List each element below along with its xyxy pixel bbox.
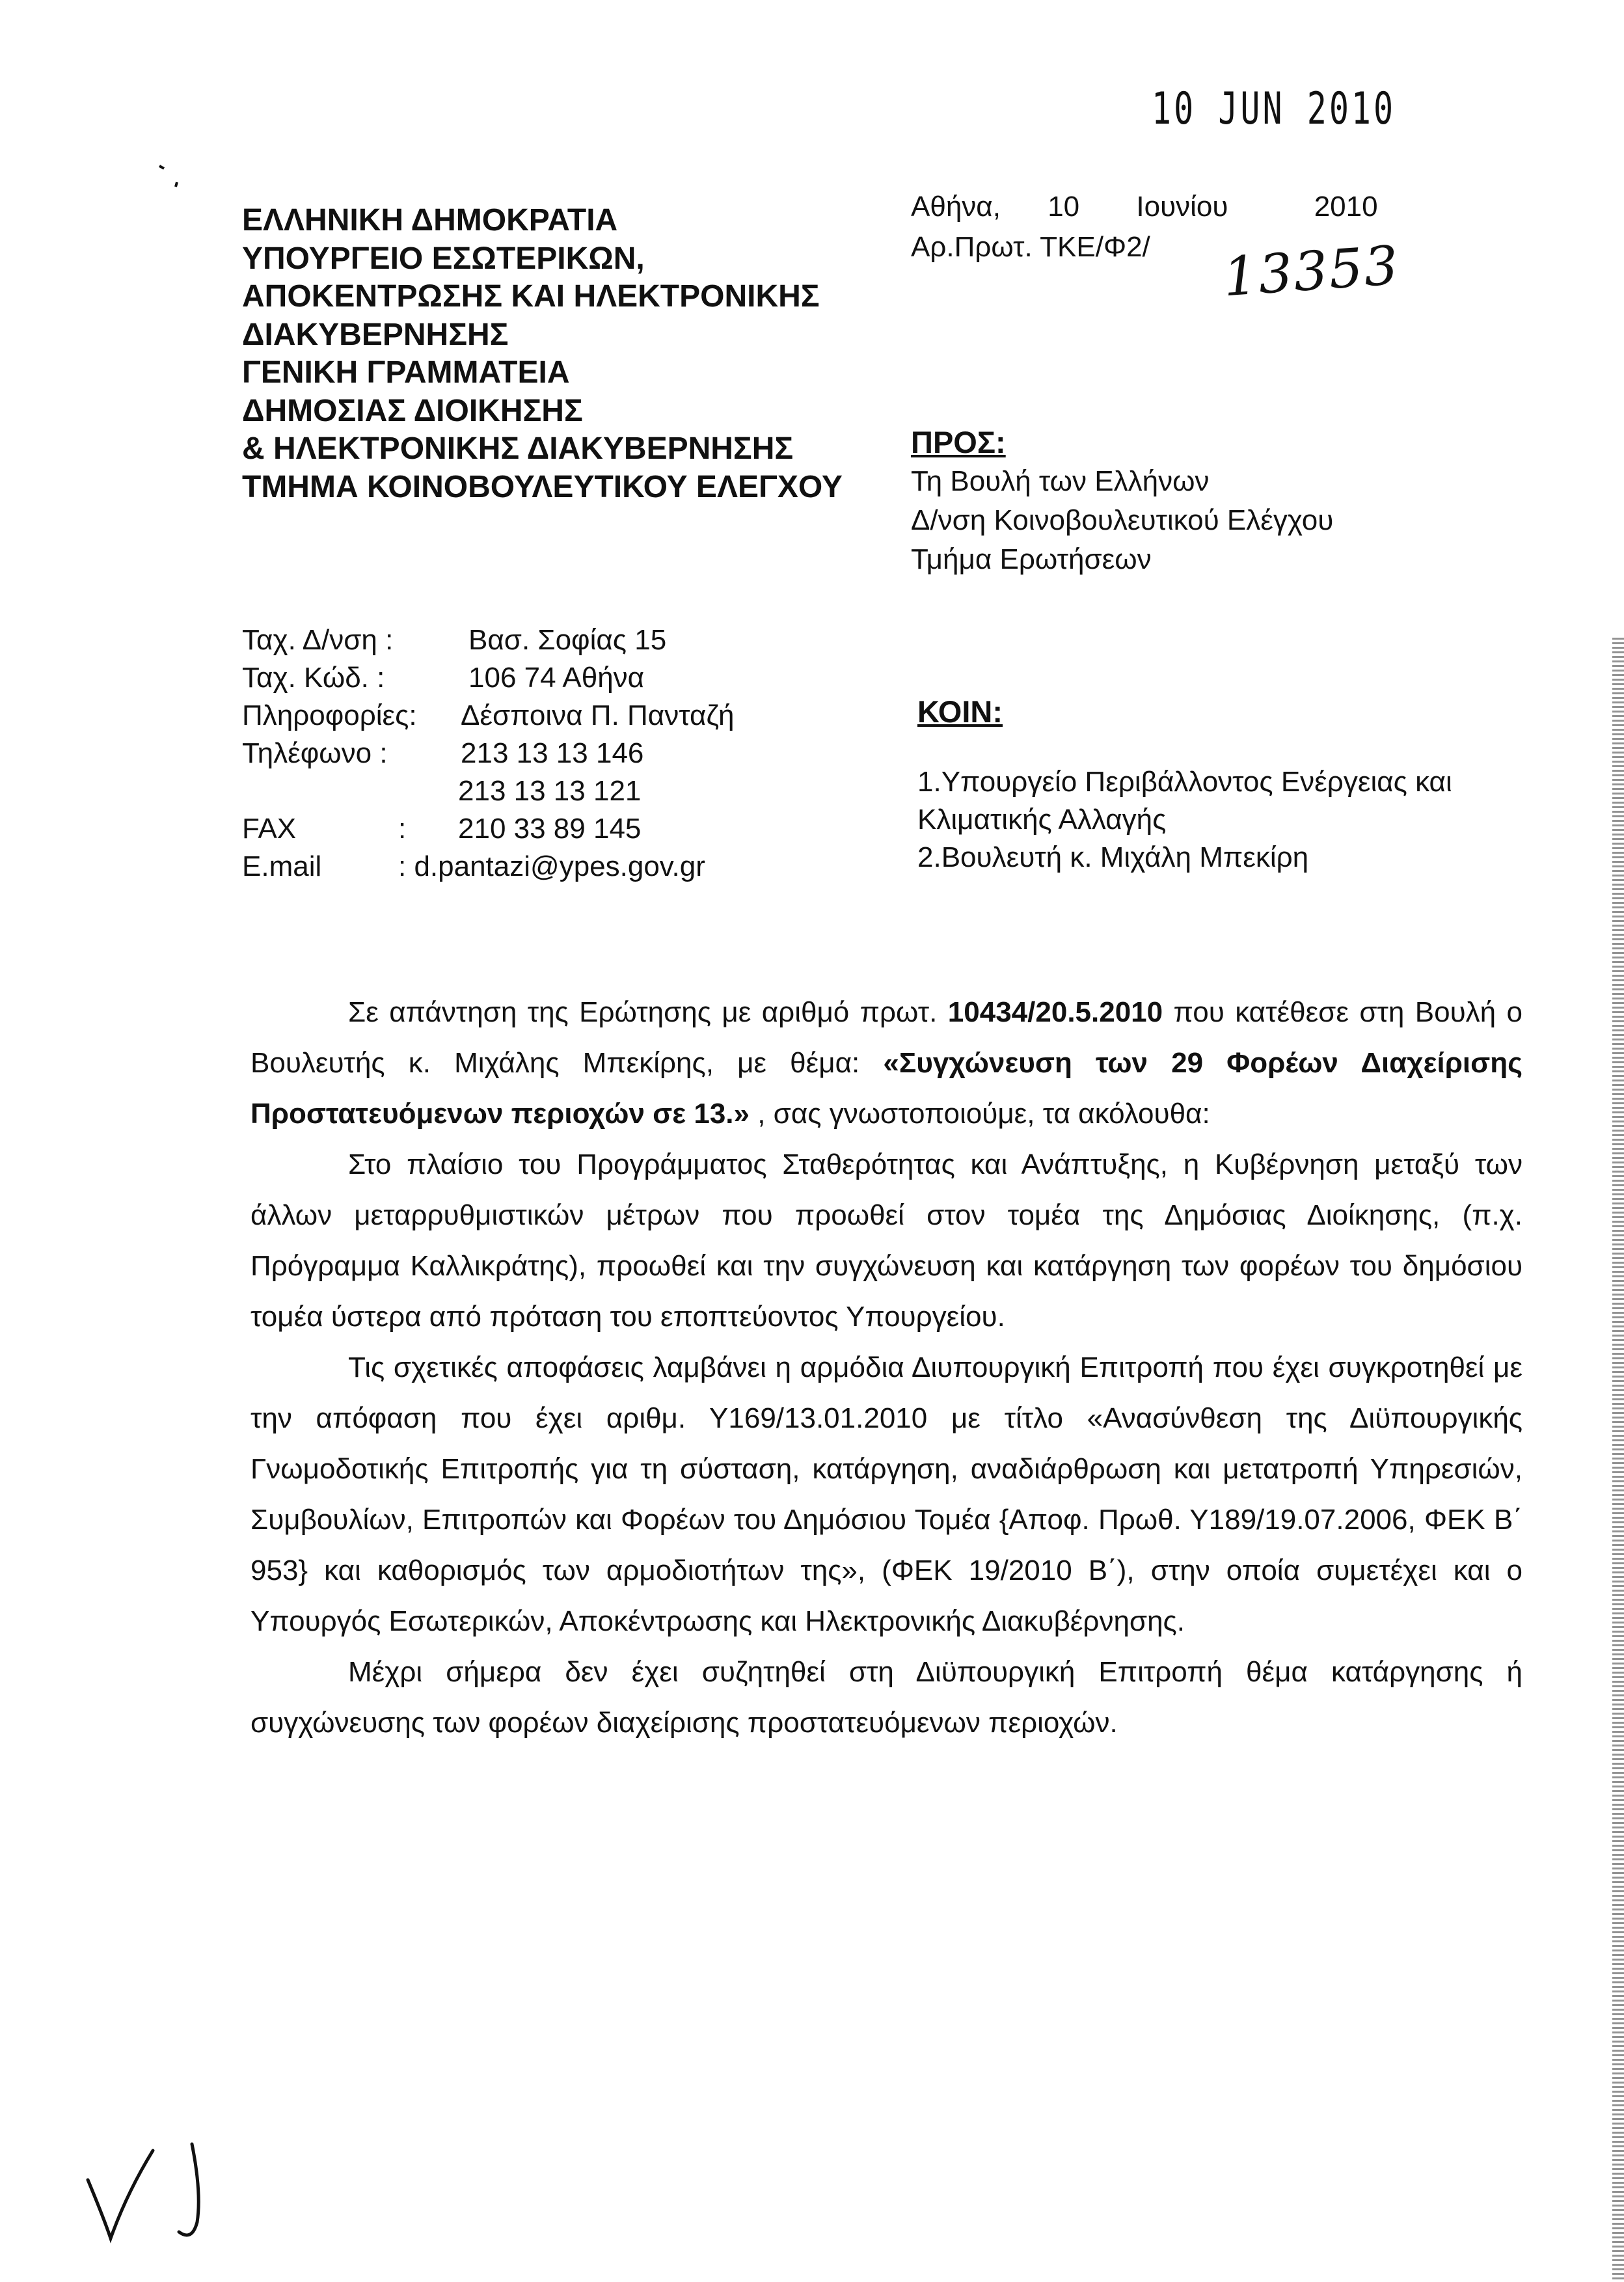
letterhead-line: ΑΠΟΚΕΝΤΡΩΣΗΣ ΚΑΙ ΗΛΕΚΤΡΟΝΙΚΗΣ [242, 279, 820, 314]
recipient-line: Τη Βουλή των Ελλήνων [911, 465, 1210, 497]
info-value: Δέσποινα Π. Πανταζή [461, 700, 735, 731]
cc-line: 1.Υπουργείο Περιβάλλοντος Ενέργειας και [917, 766, 1452, 798]
question-reference: 10434/20.5.2010 [947, 996, 1163, 1028]
address-label: Ταχ. Δ/νση : [242, 624, 394, 656]
protocol-label: Αρ.Πρωτ. ΤΚΕ/Φ2/ [911, 231, 1150, 263]
recipient-line: Δ/νση Κοινοβουλευτικού Ελέγχου [911, 504, 1334, 536]
body-paragraph-2: Στο πλαίσιο του Προγράμματος Σταθερότητας και Ανάπτυξης, η Κυβέρνηση μεταξύ των άλλων μεταρρυθμιστικών μέτρων που προωθεί στον τομέα της Δημόσιας Διοίκησης, (π.χ. Πρόγραμμα Καλλικράτης), προωθεί και την συγχώνευση και κατάργηση των φορέων του δημόσιου τομέα ύστερα από πρόταση του εποπτεύοντος Υπουργείου. [250, 1148, 1522, 1333]
email-label: E.mail [242, 850, 322, 882]
cc-heading: ΚΟΙΝ: [917, 694, 1003, 729]
postcode-label: Ταχ. Κώδ. : [242, 662, 385, 694]
cc-line: 2.Βουλευτή κ. Μιχάλη Μπεκίρη [917, 841, 1309, 873]
date-month: Ιουνίου [1136, 191, 1228, 223]
fax-colon: : [398, 813, 407, 845]
address-value: Βασ. Σοφίας 15 [468, 624, 667, 656]
phone-label: Τηλέφωνο : [242, 737, 388, 769]
recipients-block [911, 423, 1333, 579]
letterhead-line: & ΗΛΕΚΤΡΟΝΙΚΗΣ ΔΙΑΚΥΒΕΡΝΗΣΗΣ [242, 431, 794, 466]
handwritten-protocol-number: 13353 [1221, 234, 1401, 309]
received-date-stamp: 10 JUN 2010 [1152, 83, 1396, 135]
handwritten-checkmark-icon [81, 2141, 250, 2245]
phone-value-1: 213 13 13 146 [461, 737, 644, 769]
question-subject: «Συγχώνευση των 29 Φορέων Διαχείρισης Προστατευόμενων περιοχών σε 13.» [250, 1047, 1522, 1130]
place: Αθήνα, [911, 191, 1001, 223]
date-day: 10 [1048, 191, 1080, 223]
letterhead-line: ΤΜΗΜΑ ΚΟΙΝΟΒΟΥΛΕΥΤΙΚΟΥ ΕΛΕΓΧΟΥ [242, 469, 843, 504]
recipient-line: Τμήμα Ερωτήσεων [911, 543, 1152, 575]
cc-block [917, 693, 1452, 876]
letterhead-line: ΕΛΛΗΝΙΚΗ ΔΗΜΟΚΡΑΤΙΑ [242, 203, 618, 238]
fax-value: 210 33 89 145 [458, 813, 642, 845]
body-text: , σας γνωστοποιούμε, τα ακόλουθα: [750, 1098, 1210, 1130]
postcode-value: 106 74 Αθήνα [468, 662, 645, 694]
handwritten-initial-icon [179, 2144, 198, 2235]
letter-body [250, 987, 1522, 1748]
recipients-heading: ΠΡΟΣ: [911, 425, 1006, 459]
date-year: 2010 [1314, 191, 1378, 223]
scan-edge [1612, 638, 1624, 2282]
place-date [911, 191, 1378, 223]
body-text: Σε απάντηση της Ερώτησης με αριθμό πρωτ. [348, 996, 948, 1028]
letterhead-line: ΥΠΟΥΡΓΕΙΟ ΕΣΩΤΕΡΙΚΩΝ, [242, 241, 645, 276]
body-paragraph-4: Μέχρι σήμερα δεν έχει συζητηθεί στη Διϋπουργική Επιτροπή θέμα κατάργησης ή συγχώνευσης των φορέων διαχείρισης προστατευόμενων περιοχών. [250, 1656, 1522, 1739]
letterhead [242, 202, 843, 506]
letterhead-line: ΔΙΑΚΥΒΕΡΝΗΣΗΣ [242, 317, 509, 352]
phone-value-2: 213 13 13 121 [458, 775, 642, 807]
stray-mark-icon [156, 153, 182, 192]
email-value: : d.pantazi@ypes.gov.gr [398, 850, 705, 882]
info-label: Πληροφορίες: [242, 700, 417, 731]
letterhead-line: ΓΕΝΙΚΗ ΓΡΑΜΜΑΤΕΙΑ [242, 355, 570, 390]
body-paragraph-3: Τις σχετικές αποφάσεις λαμβάνει η αρμόδια Διυπουργική Επιτροπή που έχει συγκροτηθεί με την απόφαση που έχει αριθμ. Υ169/13.01.2010 με τίτλο «Ανασύνθεση της Διϋπουργικής Γνωμοδοτικής Επιτροπής για τη σύσταση, κατάργηση, αναδιάρθρωση και μετατροπή Υπηρεσιών, Συμβουλίων, Επιτροπών και Φορέων του Δημόσιου Τομέα {Αποφ. Πρωθ. Υ189/19.07.2006, ΦΕΚ Β΄ 953} και καθορισμός των αρμοδιοτήτων της», (ΦΕΚ 19/2010 Β΄), στην οποία συμετέχει και ο Υπουργός Εσωτερικών, Αποκέντρωσης και Ηλεκτρονικής Διακυβέρνησης. [250, 1352, 1522, 1637]
cc-line: Κλιματικής Αλλαγής [917, 804, 1167, 835]
body-text: που κατέθεσε στη Βουλή ο Βουλευτής κ. Μιχάλης Μπεκίρης, με θέμα: [250, 996, 1522, 1079]
body-paragraph-1 [250, 987, 1522, 1139]
fax-label: FAX [242, 813, 297, 845]
letterhead-line: ΔΗΜΟΣΙΑΣ ΔΙΟΙΚΗΣΗΣ [242, 393, 583, 428]
